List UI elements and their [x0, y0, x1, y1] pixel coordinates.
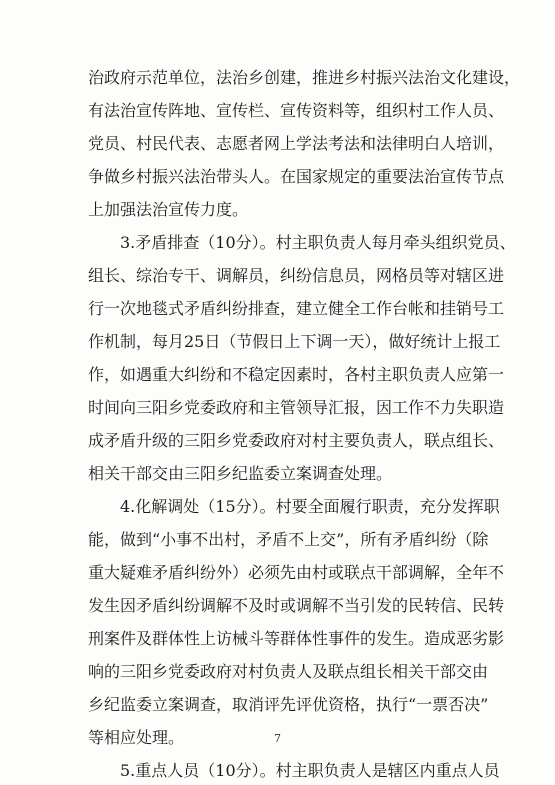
- text-line: 成矛盾升级的三阳乡党委政府对村主要负责人，联点组长、: [88, 431, 505, 450]
- text-line: 党员、村民代表、志愿者网上学法考法和法律明白人培训，: [88, 134, 505, 153]
- text-line: 等相应处理。: [88, 728, 185, 747]
- text-line: 上加强法治宣传力度。: [88, 200, 249, 219]
- text-line: 时间向三阳乡党委政府和主管领导汇报，因工作不力失职造: [88, 398, 505, 417]
- text-line: 刑案件及群体性上访械斗等群体性事件的发生。造成恶劣影: [88, 629, 505, 648]
- text-line: 争做乡村振兴法治带头人。在国家规定的重要法治宣传节点: [88, 167, 505, 186]
- text-line: 作，如遇重大纠纷和不稳定因素时，各村主职负责人应第一: [88, 365, 505, 384]
- text-line: 能，做到“小事不出村，矛盾不上交”，所有矛盾纠纷（除: [88, 530, 489, 549]
- text-line: 行一次地毯式矛盾纠纷排查，建立健全工作台帐和挂销号工: [88, 299, 505, 318]
- text-line: 相关干部交由三阳乡纪监委立案调查处理。: [88, 464, 393, 483]
- text-line: 作机制，每月25日（节假日上下调一天），做好统计上报工: [88, 332, 501, 351]
- text-line: 响的三阳乡党委政府对村负责人及联点组长相关干部交由: [88, 662, 489, 681]
- text-line: 重大疑难矛盾纠纷外）必须先由村或联点干部调解，全年不: [88, 563, 505, 582]
- text-line: 发生因矛盾纠纷调解不及时或调解不当引发的民转信、民转: [88, 596, 505, 615]
- section-5-heading-line: 5.重点人员（10分）。村主职负责人是辖区内重点人员: [120, 761, 500, 780]
- text-line: 有法治宣传阵地、宣传栏、宣传资料等，组织村工作人员、: [88, 101, 505, 120]
- text-line: 治政府示范单位，法治乡创建，推进乡村振兴法治文化建设，: [88, 68, 521, 87]
- text-line: 乡纪监委立案调查，取消评先评优资格，执行“一票否决”: [88, 695, 489, 714]
- section-4-heading-line: 4.化解调处（15分）。村要全面履行职责，充分发挥职: [120, 497, 500, 516]
- section-3-heading-line: 3.矛盾排查（10分）。村主职负责人每月牵头组织党员、: [120, 233, 516, 252]
- text-line: 组长、综治专干、调解员，纠纷信息员，网格员等对辖区进: [88, 266, 505, 285]
- page-number: 7: [274, 732, 281, 745]
